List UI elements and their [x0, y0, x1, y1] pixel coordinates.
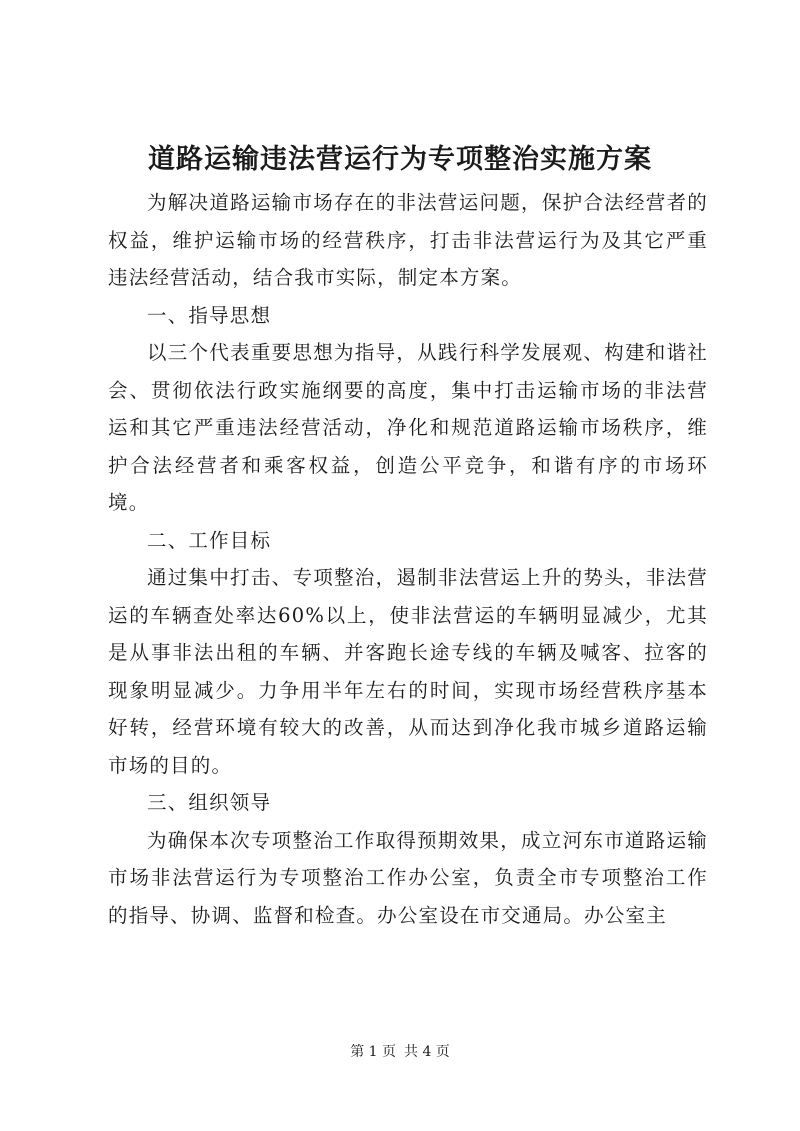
intro-paragraph: 为解决道路运输市场存在的非法营运问题，保护合法经营者的权益，维护运输市场的经营秩序，打击非法营运行为及其它严重违法经营活动，结合我市实际，制定本方案。: [108, 191, 708, 289]
section-heading-organization: 三、组织领导: [147, 791, 272, 814]
section-heading-guiding-ideology: 一、指导思想: [147, 303, 272, 327]
document-body: [108, 184, 708, 934]
organization-paragraph: 为确保本次专项整治工作取得预期效果，成立河东市道路运输市场非法营运行为专项整治工作办公室，负责全市专项整治工作的指导、协调、监督和检查。办公室设在市交通局。办公室主: [108, 828, 708, 927]
page-number: 第 1 页: [350, 1044, 396, 1060]
section-heading-work-goals: 二、工作目标: [147, 528, 272, 552]
guiding-ideology-paragraph: 以三个代表重要思想为指导，从践行科学发展观、构建和谐社会、贯彻依法行政实施纲要的高度，集中打击运输市场的非法营运和其它严重违法经营活动，净化和规范道路运输市场秩序，维护合法经营者和乘客权益，创造公平竞争，和谐有序的市场环境。: [108, 341, 708, 514]
page-total: 共 4 页: [404, 1044, 450, 1060]
page-footer: [0, 1042, 800, 1062]
work-goals-paragraph: 通过集中打击、专项整治，遏制非法营运上升的势头，非法营运的车辆查处率达60%以上，使非法营运的车辆明显减少，尤其是从事非法出租的车辆、并客跑长途专线的车辆及喊客、拉客的现象明显减少。力争用半年左右的时间，实现市场经营秩序基本好转，经营环境有较大的改善，从而达到净化我市城乡道路运输市场的目的。: [108, 566, 708, 777]
document-title: 道路运输违法营运行为专项整治实施方案: [148, 144, 652, 175]
